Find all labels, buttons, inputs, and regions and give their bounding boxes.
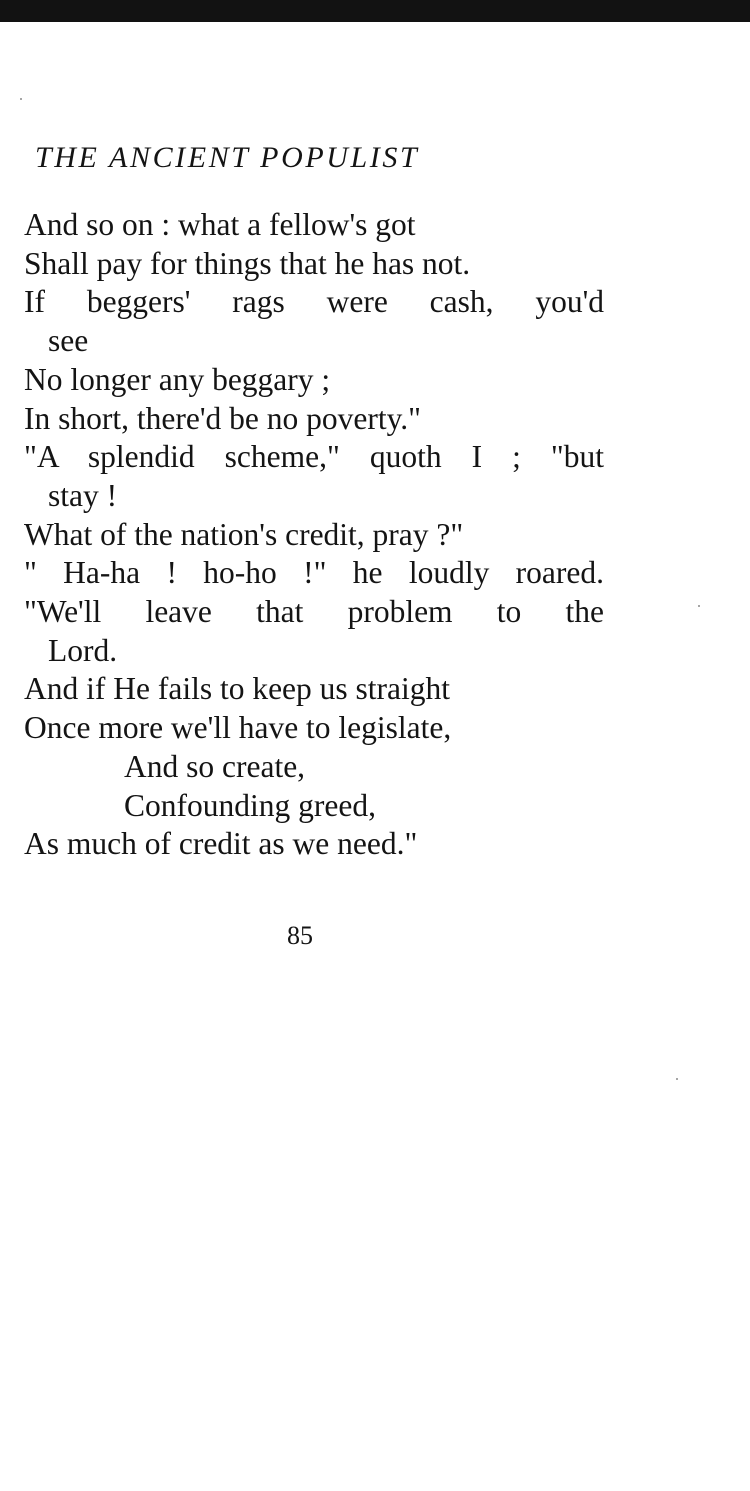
poem-line: " Ha-ha ! ho-ho !" he loudly roared.	[24, 555, 604, 591]
poem-line: Once more we'll have to legislate,	[24, 710, 452, 746]
poem-line-indented: Confounding greed,	[124, 787, 376, 823]
poem-line: And so on : what a fellow's got	[24, 207, 416, 242]
running-head: THE ANCIENT POPULIST	[35, 141, 420, 174]
top-edge-rule	[0, 0, 750, 22]
poem-line-indented: And so create,	[124, 748, 306, 784]
poem-line-continuation: stay !	[48, 477, 118, 513]
poem-line: And if He fails to keep us straight	[24, 671, 451, 707]
poem-body	[24, 206, 604, 864]
paper-speck	[676, 1078, 678, 1080]
poem-line-continuation: see	[48, 323, 89, 359]
poem-line: Shall pay for things that he has not.	[24, 245, 471, 281]
poem-line: What of the nation's credit, pray ?"	[24, 516, 464, 552]
poem-line: In short, there'd be no poverty."	[24, 400, 422, 436]
page-number: 85	[287, 921, 313, 950]
poem-line-continuation: Lord.	[48, 632, 118, 668]
paper-speck	[698, 605, 700, 607]
poem-line: No longer any beggary ;	[24, 361, 331, 397]
poem-line: As much of credit as we need."	[24, 826, 418, 862]
poem-line: "A splendid scheme," quoth I ; "but	[24, 439, 604, 475]
poem-line: If beggers' rags were cash, you'd	[24, 284, 604, 320]
poem-line: "We'll leave that problem to the	[24, 594, 604, 630]
paper-speck	[20, 98, 22, 100]
